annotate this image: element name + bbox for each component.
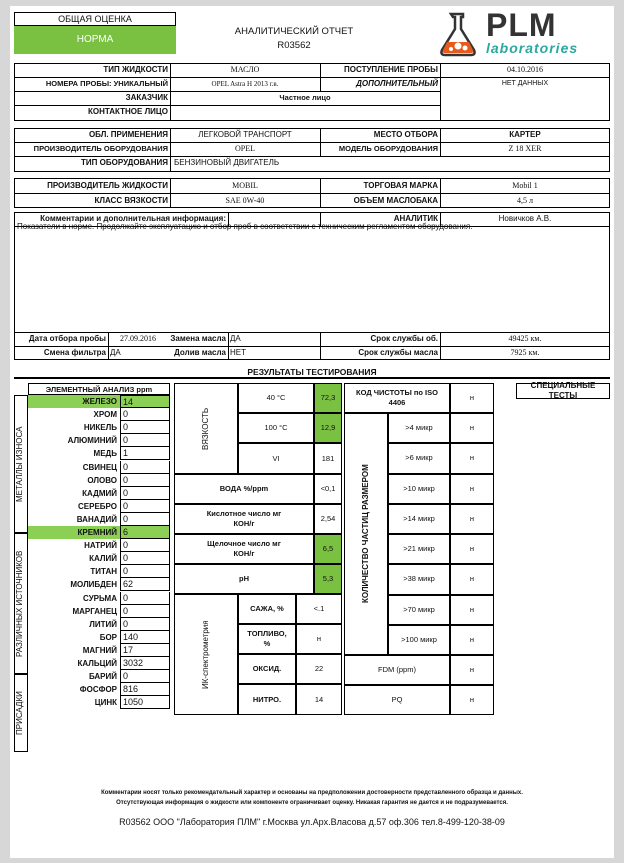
group-wear-label: МЕТАЛЛЫ ИЗНОСА (15, 426, 24, 502)
brand-label: ТОРГОВАЯ МАРКА (363, 181, 438, 190)
element-name: АЛЮМИНИЙ (67, 436, 117, 446)
element-row (28, 644, 170, 657)
comments-text: Показатели в норме. Продолжайте эксплуатацию и отбор проб в соответствии с техническим регламентом оборудования. (17, 222, 473, 231)
element-row (28, 434, 170, 447)
visc-100-label: 100 °С (238, 413, 314, 443)
element-value: 816 (120, 683, 170, 696)
comments-box (14, 219, 610, 333)
element-name: КАДМИЙ (82, 488, 117, 498)
element-name: ЛИТИЙ (89, 619, 117, 629)
viscosity-label: ВЯЗКОСТЬ (201, 407, 210, 450)
oil-life-label: Срок службы масла (358, 348, 438, 357)
ir-label: ИК-спектрометрия (201, 620, 210, 689)
received-label: ПОСТУПЛЕНИЕ ПРОБЫ (344, 65, 438, 74)
oxid-label: ОКСИД. (238, 654, 296, 684)
element-name: ХРОМ (93, 410, 117, 420)
particles-label: КОЛИЧЕСТВО ЧАСТИЦ РАЗМЕРОМ (361, 464, 370, 604)
topup-value: НЕТ (230, 348, 246, 357)
element-name: ЦИНК (94, 698, 117, 708)
element-value: 1 (120, 447, 170, 460)
customer-label: ЗАКАЗЧИК (125, 93, 168, 102)
ph-value: 5,3 (314, 564, 342, 594)
pq-value: н (450, 685, 494, 715)
element-name: ОЛОВО (87, 475, 117, 485)
soot-value: <.1 (296, 594, 342, 624)
element-name: СУРЬМА (83, 593, 117, 603)
equip-life-label: Срок службы об. (370, 334, 438, 343)
logo-sub-text: laboratories (486, 40, 579, 56)
flask-icon (436, 12, 480, 58)
group-sources-label: РАЗЛИЧНЫХ ИСТОЧНИКОВ (15, 550, 24, 657)
element-value: 0 (120, 474, 170, 487)
analyst-value: Новичков А.В. (498, 214, 552, 223)
fluid-type-value: МАСЛО (230, 65, 260, 74)
element-row (28, 500, 170, 513)
element-value: 0 (120, 565, 170, 578)
element-row (28, 670, 170, 683)
oxid-value: 22 (296, 654, 342, 684)
element-name: МЕДЬ (93, 449, 117, 459)
particle-count-value: н (450, 625, 494, 655)
soot-label: САЖА, % (238, 594, 296, 624)
acid-label: Кислотное число мг КОН/г (174, 504, 314, 534)
footer-address: R03562 ООО "Лаборатория ПЛМ" г.Москва ул.Арх.Власова д.57 оф.306 тел.8-499-120-38-09 (119, 817, 505, 827)
particle-size-label: >21 микр (388, 534, 450, 564)
element-row (28, 526, 170, 539)
particle-count-value: н (450, 564, 494, 594)
sampling-date-value: 27.09.2016 (120, 334, 156, 343)
element-name: ТИТАН (90, 567, 117, 577)
customer-value: Частное лицо (279, 93, 331, 102)
element-value: 6 (120, 526, 170, 539)
overall-label: ОБЩАЯ ОЦЕНКА (14, 12, 176, 26)
element-value: 0 (120, 487, 170, 500)
brand-value: Mobil 1 (512, 181, 538, 190)
element-name: СЕРЕБРО (78, 501, 117, 511)
element-value: 0 (120, 461, 170, 474)
element-name: НАТРИЙ (84, 541, 117, 551)
base-value: 6,5 (314, 534, 342, 564)
element-name: МОЛИБДЕН (70, 580, 117, 590)
element-value: 0 (120, 500, 170, 513)
fdm-label: FDM (ppm) (344, 655, 450, 685)
element-row (28, 605, 170, 618)
particle-count-value: н (450, 534, 494, 564)
report-page (10, 6, 614, 858)
pq-label: PQ (344, 685, 450, 715)
element-name: КАЛЬЦИЙ (77, 659, 117, 668)
particle-size-label: >38 микр (388, 564, 450, 594)
received-value: 04.10.2016 (507, 65, 543, 74)
element-name: ФОСФОР (79, 685, 117, 695)
sample-number-value: OPEL Astra H 2013 г.в. (211, 80, 279, 88)
element-row (28, 447, 170, 460)
particle-count-value: н (450, 413, 494, 443)
nitro-value: 14 (296, 684, 342, 715)
element-row (28, 539, 170, 552)
element-value: 3032 (120, 657, 170, 670)
fluid-maker-label: ПРОИЗВОДИТЕЛЬ ЖИДКОСТИ (47, 181, 168, 190)
model-label: МОДЕЛЬ ОБОРУДОВАНИЯ (338, 144, 438, 153)
particle-count-value: н (450, 595, 494, 625)
element-row (28, 657, 170, 670)
fuel-label: ТОПЛИВО, % (238, 624, 296, 654)
element-value: 17 (120, 644, 170, 657)
element-row (28, 683, 170, 696)
element-row (28, 395, 170, 408)
sampling-date-label: Дата отбора пробы (28, 334, 106, 343)
equip-type-value: БЕНЗИНОВЫЙ ДВИГАТЕЛЬ (174, 158, 280, 167)
particle-size-label: >6 микр (388, 443, 450, 473)
fluid-maker-value: MOBIL (232, 181, 258, 190)
element-value: 0 (120, 592, 170, 605)
manufacturer-label: ПРОИЗВОДИТЕЛЬ ОБОРУДОВАНИЯ (33, 144, 168, 153)
element-value: 1050 (120, 696, 170, 709)
particle-size-label: >4 микр (388, 413, 450, 443)
element-name: МАРГАНЕЦ (72, 606, 117, 616)
element-value: 0 (120, 605, 170, 618)
sump-volume-label: ОБЪЕМ МАСЛОБАКА (353, 196, 438, 205)
disclaimer-line-2: Отсутствующая информация о жидкости или компоненте ограничивает оценку. Никакая гарантия не дается и не подразумевается. (116, 800, 508, 806)
ph-label: pH (174, 564, 314, 594)
disclaimer-line-1: Комментарии носят только рекомендательный характер и основаны на предположении достоверности представленного образца и данных. (101, 790, 523, 796)
sample-number-label: НОМЕРА ПРОБЫ: УНИКАЛЬНЫЙ (45, 79, 168, 88)
element-row (28, 461, 170, 474)
report-title: АНАЛИТИЧЕСКИЙ ОТЧЕТ (234, 26, 354, 37)
additional-value: НЕТ ДАННЫХ (501, 80, 549, 87)
sampling-point-value: КАРТЕР (509, 130, 541, 139)
application-value: ЛЕГКОВОЙ ТРАНСПОРТ (198, 130, 292, 139)
element-row (28, 592, 170, 605)
topup-label: Долив масла (174, 348, 226, 357)
visc-100-value: 12,9 (314, 413, 342, 443)
particle-size-label: >100 микр (388, 625, 450, 655)
comments-label: Комментарии и дополнительная информация: (40, 214, 226, 223)
element-value: 0 (120, 421, 170, 434)
element-row (28, 631, 170, 644)
element-value: 14 (120, 395, 170, 408)
element-value: 0 (120, 513, 170, 526)
element-value: 62 (120, 578, 170, 591)
element-name: БОР (99, 632, 117, 642)
fluid-type-label: ТИП ЖИДКОСТИ (103, 65, 168, 74)
particle-size-label: >14 микр (388, 504, 450, 534)
overall-value: НОРМА (14, 26, 176, 54)
viscosity-class-label: КЛАСС ВЯЗКОСТИ (94, 196, 168, 205)
visc-40-label: 40 °С (238, 383, 314, 413)
element-row (28, 474, 170, 487)
iso-label: КОД ЧИСТОТЫ по ISO 4406 (344, 383, 450, 413)
special-tests-label: СПЕЦИАЛЬНЫЕ ТЕСТЫ (516, 383, 610, 399)
water-label: ВОДА %/ppm (174, 474, 314, 504)
particle-count-value: н (450, 443, 494, 473)
element-row (28, 421, 170, 434)
oil-life-value: 7925 км. (510, 348, 540, 357)
oil-change-label: Замена масла (170, 334, 226, 343)
element-row (28, 513, 170, 526)
iso-value: н (450, 383, 494, 413)
element-value: 140 (120, 631, 170, 644)
results-title: РЕЗУЛЬТАТЫ ТЕСТИРОВАНИЯ (14, 365, 610, 379)
vi-value: 181 (314, 443, 342, 474)
sampling-point-label: МЕСТО ОТБОРА (373, 130, 438, 139)
model-value: Z 18 XER (508, 144, 542, 153)
element-row (28, 408, 170, 421)
particle-count-value: н (450, 504, 494, 534)
element-name: ВАНАДИЙ (76, 514, 117, 524)
filter-change-label: Смена фильтра (43, 348, 106, 357)
particle-count-value: н (450, 474, 494, 504)
element-row (28, 565, 170, 578)
analyst-label: АНАЛИТИК (393, 214, 438, 223)
element-value: 0 (120, 434, 170, 447)
element-value: 0 (120, 670, 170, 683)
logo-main-text: PLM (486, 7, 557, 43)
particle-size-label: >70 микр (388, 595, 450, 625)
oil-change-value: ДА (230, 334, 241, 343)
manufacturer-value: OPEL (235, 144, 255, 153)
water-value: <0,1 (314, 474, 342, 504)
equip-life-value: 49425 км. (508, 334, 542, 343)
element-row (28, 618, 170, 631)
nitro-label: НИТРО. (238, 684, 296, 715)
element-row (28, 487, 170, 500)
elemental-title: ЭЛЕМЕНТНЫЙ АНАЛИЗ ppm (28, 383, 170, 395)
element-name: НИКЕЛЬ (83, 423, 117, 433)
plm-logo (436, 7, 608, 58)
sump-volume-value: 4,5 л (517, 196, 533, 205)
fuel-value: н (296, 624, 342, 654)
element-name: КРЕМНИЙ (28, 526, 120, 539)
vi-label: VI (238, 443, 314, 474)
group-additives-label: ПРИСАДКИ (15, 691, 24, 735)
fdm-value: н (450, 655, 494, 685)
base-label: Щелочное число мг КОН/г (174, 534, 314, 564)
element-value: 0 (120, 552, 170, 565)
application-label: ОБЛ. ПРИМЕНЕНИЯ (88, 130, 168, 139)
element-name: МАГНИЙ (82, 645, 117, 655)
element-row (28, 552, 170, 565)
element-name: БАРИЙ (88, 672, 117, 682)
contact-label: КОНТАКТНОЕ ЛИЦО (88, 107, 168, 116)
viscosity-class-value: SAE 0W-40 (225, 196, 265, 205)
element-row (28, 696, 170, 709)
element-name: ЖЕЛЕЗО (28, 395, 120, 408)
visc-40-value: 72,3 (314, 383, 342, 413)
additional-label: ДОПОЛНИТЕЛЬНЫЙ (356, 79, 438, 88)
particle-size-label: >10 микр (388, 474, 450, 504)
equip-type-label: ТИП ОБОРУДОВАНИЯ (81, 158, 168, 167)
element-name: СВИНЕЦ (82, 462, 117, 472)
element-value: 0 (120, 408, 170, 421)
acid-value: 2,54 (314, 504, 342, 534)
element-value: 0 (120, 618, 170, 631)
element-value: 0 (120, 539, 170, 552)
filter-change-value: ДА (110, 348, 121, 357)
report-number: R03562 (277, 40, 311, 51)
element-row (28, 578, 170, 591)
element-name: КАЛИЙ (89, 554, 117, 564)
